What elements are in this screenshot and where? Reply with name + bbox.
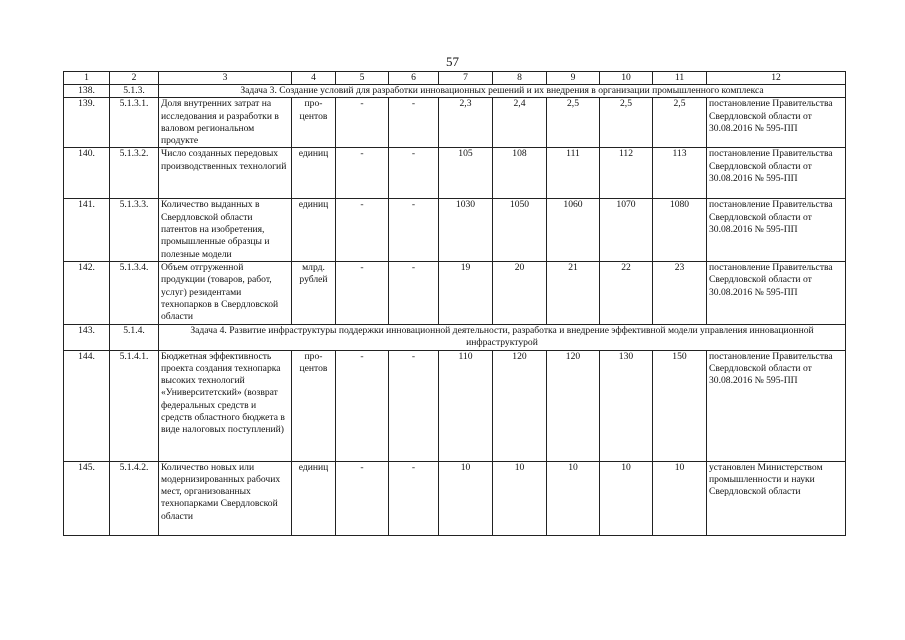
row-number: 141.: [64, 199, 110, 261]
row-code: 5.1.3.2.: [110, 148, 159, 199]
value-cell: -: [336, 261, 389, 324]
value-cell: 2,4: [493, 98, 547, 148]
value-cell: 23: [653, 261, 707, 324]
value-cell: 150: [653, 350, 707, 461]
value-cell: 2,3: [439, 98, 493, 148]
value-cell: 120: [547, 350, 600, 461]
row-number: 145.: [64, 461, 110, 535]
source-cell: постановление Правительства Свердловской области от 30.08.2016 № 595-ПП: [707, 261, 846, 324]
table-row: [64, 350, 846, 461]
value-cell: 111: [547, 148, 600, 199]
column-header: 6: [389, 72, 439, 85]
value-cell: 1080: [653, 199, 707, 261]
source-cell: установлен Министерством промышленности и науки Свердловской области: [707, 461, 846, 535]
value-cell: -: [336, 350, 389, 461]
value-cell: 105: [439, 148, 493, 199]
unit: про-центов: [292, 98, 336, 148]
value-cell: 10: [493, 461, 547, 535]
indicator-name: Количество новых или модернизированных рабочих мест, организованных технопарками Свердловской области: [159, 461, 292, 535]
column-header: 2: [110, 72, 159, 85]
unit: про-центов: [292, 350, 336, 461]
column-header: 4: [292, 72, 336, 85]
row-code: 5.1.4.1.: [110, 350, 159, 461]
indicator-name: Объем отгруженной продукции (товаров, работ, услуг) резидентами технопарков в Свердловской области: [159, 261, 292, 324]
value-cell: 112: [600, 148, 653, 199]
source-cell: постановление Правительства Свердловской области от 30.08.2016 № 595-ПП: [707, 350, 846, 461]
value-cell: 2,5: [600, 98, 653, 148]
unit: единиц: [292, 461, 336, 535]
value-cell: -: [389, 350, 439, 461]
value-cell: 120: [493, 350, 547, 461]
value-cell: 22: [600, 261, 653, 324]
page-number: 57: [446, 54, 459, 69]
column-header: 3: [159, 72, 292, 85]
row-number: 140.: [64, 148, 110, 199]
value-cell: 130: [600, 350, 653, 461]
value-cell: -: [389, 261, 439, 324]
source-cell: постановление Правительства Свердловской области от 30.08.2016 № 595-ПП: [707, 98, 846, 148]
row-code: 5.1.3.: [110, 85, 159, 98]
value-cell: 1070: [600, 199, 653, 261]
row-code: 5.1.3.1.: [110, 98, 159, 148]
value-cell: 1060: [547, 199, 600, 261]
column-header: 11: [653, 72, 707, 85]
task-title: Задача 4. Развитие инфраструктуры поддержки инновационной деятельности, разработка и внедрение эффективной модели управления инновационной инфраструктурой: [159, 324, 846, 350]
row-number: 142.: [64, 261, 110, 324]
column-header: 7: [439, 72, 493, 85]
column-header: 1: [64, 72, 110, 85]
column-header: 9: [547, 72, 600, 85]
value-cell: -: [336, 98, 389, 148]
table-row: [64, 199, 846, 261]
row-number: 138.: [64, 85, 110, 98]
indicator-name: Бюджетная эффективность проекта создания технопарка высоких технологий «Университетский» (возврат федеральных средств и средств областного бюджета в виде налоговых поступлений): [159, 350, 292, 461]
task-row: [64, 324, 846, 350]
row-number: 139.: [64, 98, 110, 148]
value-cell: 20: [493, 261, 547, 324]
row-number: 143.: [64, 324, 110, 350]
value-cell: 10: [600, 461, 653, 535]
column-number-row: [64, 72, 846, 85]
row-code: 5.1.4.2.: [110, 461, 159, 535]
row-number: 144.: [64, 350, 110, 461]
table-row: [64, 261, 846, 324]
indicator-name: Число созданных передовых производственных технологий: [159, 148, 292, 199]
value-cell: 10: [653, 461, 707, 535]
value-cell: -: [389, 148, 439, 199]
indicator-name: Доля внутренних затрат на исследования и разработки в валовом региональном продукте: [159, 98, 292, 148]
source-cell: постановление Правительства Свердловской области от 30.08.2016 № 595-ПП: [707, 148, 846, 199]
task-row: [64, 85, 846, 98]
value-cell: 2,5: [547, 98, 600, 148]
value-cell: -: [336, 199, 389, 261]
column-header: 12: [707, 72, 846, 85]
value-cell: 21: [547, 261, 600, 324]
unit: единиц: [292, 148, 336, 199]
table-row: [64, 461, 846, 535]
value-cell: 10: [547, 461, 600, 535]
row-code: 5.1.3.3.: [110, 199, 159, 261]
value-cell: -: [389, 461, 439, 535]
unit: единиц: [292, 199, 336, 261]
value-cell: -: [389, 199, 439, 261]
table-row: [64, 148, 846, 199]
unit: млрд. рублей: [292, 261, 336, 324]
value-cell: 108: [493, 148, 547, 199]
value-cell: -: [336, 461, 389, 535]
row-code: 5.1.4.: [110, 324, 159, 350]
source-cell: постановление Правительства Свердловской области от 30.08.2016 № 595-ПП: [707, 199, 846, 261]
value-cell: -: [336, 148, 389, 199]
row-code: 5.1.3.4.: [110, 261, 159, 324]
column-header: 8: [493, 72, 547, 85]
column-header: 5: [336, 72, 389, 85]
value-cell: 2,5: [653, 98, 707, 148]
table-row: [64, 98, 846, 148]
value-cell: 113: [653, 148, 707, 199]
value-cell: 110: [439, 350, 493, 461]
value-cell: 10: [439, 461, 493, 535]
indicator-name: Количество выданных в Свердловской области патентов на изобретения, промышленные образцы и полезные модели: [159, 199, 292, 261]
indicators-table: [63, 71, 846, 536]
value-cell: -: [389, 98, 439, 148]
value-cell: 19: [439, 261, 493, 324]
task-title: Задача 3. Создание условий для разработки инновационных решений и их внедрения в организации промышленного комплекса: [159, 85, 846, 98]
value-cell: 1050: [493, 199, 547, 261]
value-cell: 1030: [439, 199, 493, 261]
column-header: 10: [600, 72, 653, 85]
